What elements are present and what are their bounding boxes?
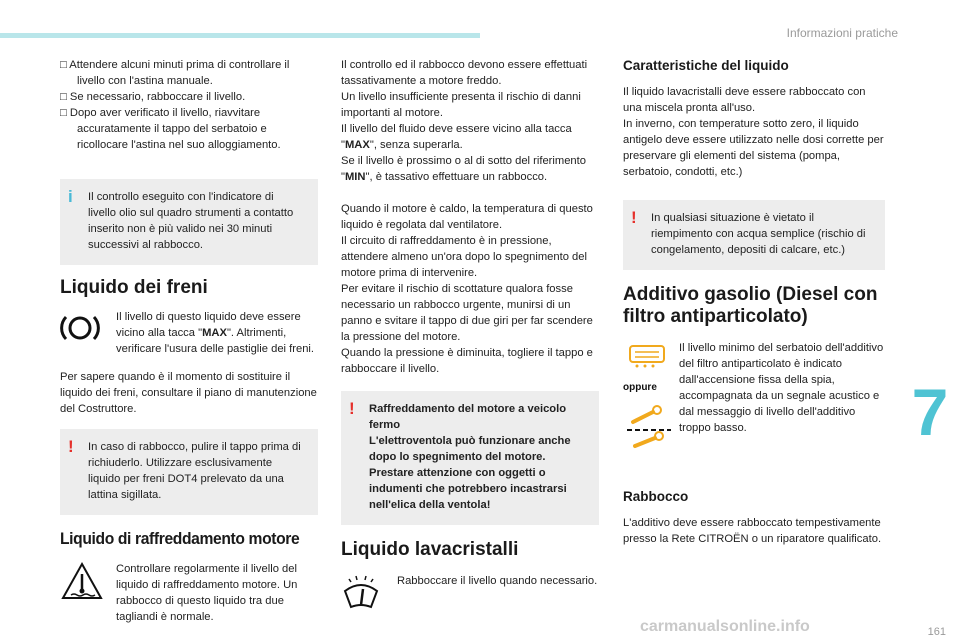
additive-heading: Additivo gasolio (Diesel con filtro antiparticolato): [623, 284, 878, 327]
paragraph: Quando la pressione è diminuita, togliere il tappo e rabboccare il livello.: [341, 347, 593, 375]
water-warning-box: [623, 200, 885, 270]
service-wrench-icon: [627, 400, 679, 458]
bullet-marker-icon: □: [60, 59, 70, 71]
warning-icon: !: [631, 208, 637, 227]
bullet-item: □ Se necessario, rabboccare il livello.: [60, 91, 246, 103]
page-number: 161: [927, 626, 946, 638]
bullet-list: [60, 57, 318, 153]
refill-text: L'additivo deve essere rabboccato tempestivamente presso la Rete CITROËN o un riparatore qualificato.: [623, 517, 882, 545]
brake-fluid-text: Il livello di questo liquido deve essere vicino alla tacca "MAX". Altrimenti, verificare l'usura delle pastiglie dei freni.: [116, 311, 315, 355]
column-2: [341, 57, 599, 618]
bullet-marker-icon: □: [60, 91, 70, 103]
water-warning-text: In qualsiasi situazione è vietato il riempimento con acqua semplice (rischio di congelamento, depositi di calcare, etc.): [651, 212, 866, 256]
brake-fluid-heading: Liquido dei freni: [60, 277, 208, 298]
info-box: [60, 179, 318, 265]
paragraph: Quando il motore è caldo, la temperatura di questo liquido è regolata dal ventilatore.: [341, 203, 593, 231]
liquid-characteristics-heading: Caratteristiche del liquido: [623, 58, 789, 73]
paragraph: Il circuito di raffreddamento è in pressione, attendere almeno un'ora dopo lo spegnimento del motore prima di intervenire.: [341, 235, 587, 279]
brake-warning-box: [60, 429, 318, 515]
fan-warning-box: [341, 391, 599, 525]
watermark: carmanualsonline.info: [640, 618, 810, 635]
additive-level-icon: [627, 340, 679, 376]
brake-warning-icon: [60, 309, 116, 357]
warning-icon: !: [349, 399, 355, 418]
liquid-text: Il liquido lavacristalli deve essere rabboccato con una miscela pronta all'uso.: [623, 86, 866, 114]
additive-row: [623, 340, 885, 458]
chapter-number: 7: [911, 375, 949, 449]
coolant-level-icon: [60, 561, 116, 625]
brake-warning-text: In caso di rabbocco, pulire il tappo prima di richiuderlo. Utilizzare esclusivamente liquido per freni DOT4 prelevato da una lattina sigillata.: [88, 441, 301, 501]
fan-warning-title: Raffreddamento del motore a veicolo fermo: [369, 403, 567, 431]
brake-replacement-text: Per sapere quando è il momento di sostituire il liquido dei freni, consultare il piano di manutenzione del Costruttore.: [60, 371, 317, 415]
coolant-row: [60, 561, 318, 625]
hot-engine-text: [341, 201, 599, 377]
washer-fluid-heading: Liquido lavacristalli: [341, 539, 519, 560]
column-1: [60, 57, 318, 625]
washer-row: [341, 573, 599, 618]
header-accent-bar: [0, 33, 480, 38]
additive-text: Il livello minimo del serbatoio dell'additivo del filtro antiparticolato è indicato dall'accensione fissa della spia, accompagnata da un segnale acustico e dal messaggio di livello dell'additivo troppo basso.: [679, 342, 884, 434]
info-text: Il controllo eseguito con l'indicatore di livello olio sul quadro strumenti a contatto inserito non è più valido nei 30 minuti successivi al rabbocco.: [88, 191, 294, 251]
bullet-marker-icon: □: [60, 107, 70, 119]
fan-warning-text: L'elettroventola può funzionare anche dopo lo spegnimento del motore.: [369, 435, 571, 463]
paragraph: Per evitare il rischio di scottature qualora fosse necessario un rabbocco urgente, munirsi di un panno e svitare il tappo di due giri per far scendere la pressione del motore.: [341, 283, 593, 343]
warning-icon: !: [68, 437, 74, 456]
column-3: [623, 57, 885, 547]
oppure-label: oppure: [623, 382, 657, 393]
liquid-winter-text: In inverno, con temperature sotto zero, il liquido antigelo deve essere utilizzato nelle dosi corrette per preservare gli elementi del sistema (pompa, serbatoio, condotti, etc.): [623, 118, 884, 178]
bullet-item: □ Attendere alcuni minuti prima di controllare il livello con l'astina manuale.: [60, 59, 290, 87]
bullet-item: □ Dopo aver verificato il livello, riavvitare accuratamente il tappo del serbatoio e ricollocare l'astina nel suo alloggiamento.: [60, 107, 281, 151]
coolant-text: Controllare regolarmente il livello del liquido di raffreddamento motore. Un rabbocco di questo liquido tra due tagliandi è normale.: [116, 563, 298, 623]
brake-fluid-row: [60, 309, 318, 357]
coolant-check-text: Il controllo ed il rabbocco devono essere effettuati tassativamente a motore freddo. Un livello insufficiente presenta il rischio di danni importanti al motore. Il livello del fluido deve essere vicino alla tacca "MAX", senza superarla. Se il livello è prossimo o al di sotto del riferimento "MIN", è tassativo effettuare un rabbocco.: [341, 59, 588, 183]
info-icon: i: [68, 187, 73, 206]
washer-fluid-icon: [341, 573, 397, 618]
coolant-heading: Liquido di raffreddamento motore: [60, 529, 300, 548]
section-title: Informazioni pratiche: [786, 26, 898, 40]
washer-text: Rabboccare il livello quando necessario.: [397, 575, 598, 587]
fan-warning-text: Prestare attenzione con oggetti o indumenti che potrebbero incastrarsi nell'elica della ventola!: [369, 467, 567, 511]
additive-icons: [623, 340, 679, 458]
refill-heading: Rabbocco: [623, 489, 689, 504]
